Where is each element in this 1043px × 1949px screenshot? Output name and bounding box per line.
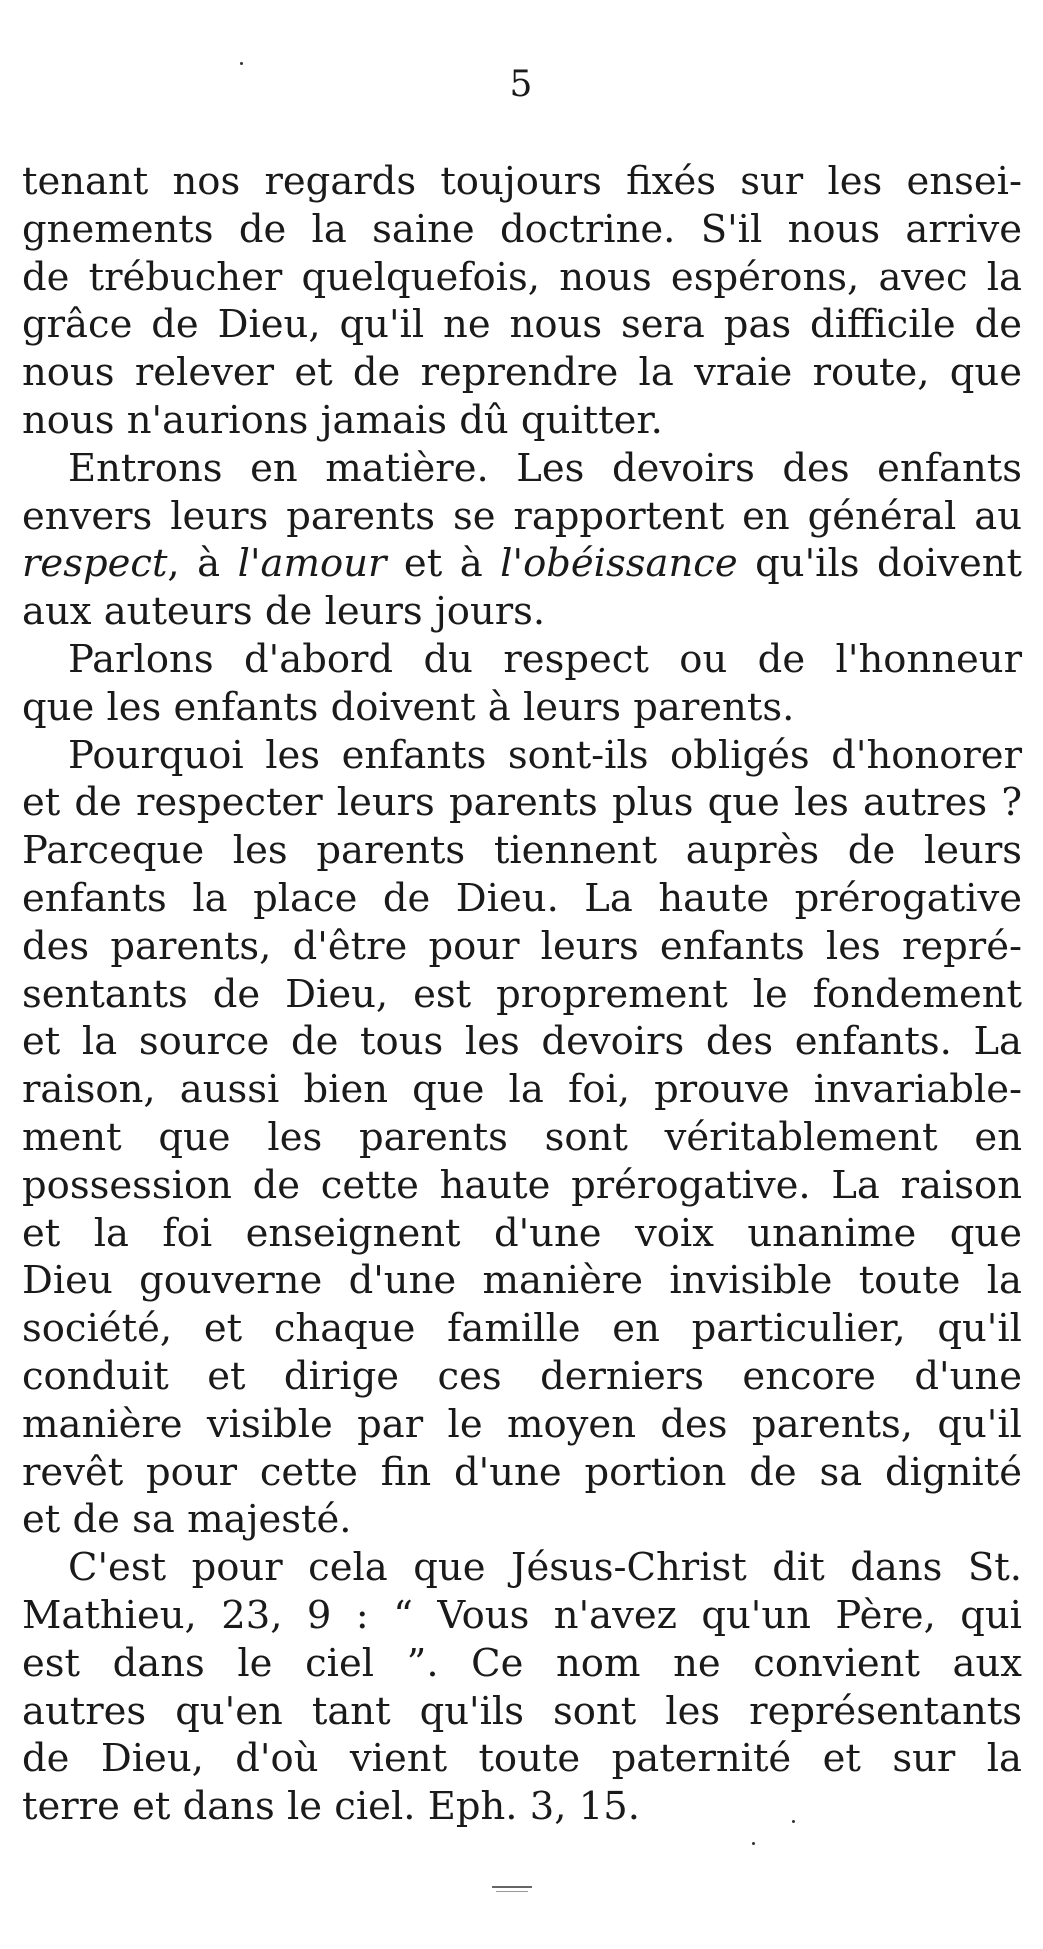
- italic-term: respect: [22, 541, 168, 587]
- text-line: et la foi enseignent d'une voix unanime que: [22, 1210, 1022, 1256]
- text-line: sentants de Dieu, est proprement le fondement: [22, 971, 1022, 1017]
- text-line: terre et dans le ciel. Eph. 3, 15.: [22, 1784, 640, 1830]
- text-run: qu'ils doivent: [737, 541, 1022, 587]
- text-line: ment que les parents sont véritablement en: [22, 1114, 1022, 1160]
- text-line: C'est pour cela que Jésus-Christ dit dans St.: [68, 1545, 1022, 1591]
- text-line: est dans le ciel ”. Ce nom ne convient aux: [22, 1640, 1022, 1686]
- text-line: de trébucher quelquefois, nous espérons, avec la: [22, 254, 1022, 300]
- text-line: tenant nos regards toujours fixés sur les ensei-: [22, 159, 1022, 204]
- text-line: et la source de tous les devoirs des enfants. La: [22, 1019, 1022, 1065]
- end-rule: [492, 1886, 532, 1888]
- text-line: que les enfants doivent à leurs parents.: [22, 684, 795, 730]
- page-number: 5: [509, 64, 534, 105]
- text-line: manière visible par le moyen des parents, qu'il: [22, 1401, 1022, 1447]
- text-line: gnements de la saine doctrine. S'il nous arrive: [22, 206, 1022, 252]
- text-line: autres qu'en tant qu'ils sont les représentants: [22, 1688, 1022, 1734]
- print-speck: [752, 1842, 755, 1845]
- body-text: [22, 158, 1022, 1831]
- text-line: enfants la place de Dieu. La haute prérogative: [22, 875, 1022, 921]
- text-line: des parents, d'être pour leurs enfants les repré-: [22, 923, 1022, 969]
- text-line: conduit et dirige ces derniers encore d'une: [22, 1353, 1022, 1399]
- text-run: , à: [167, 541, 238, 587]
- print-speck: [240, 62, 243, 65]
- text-line: et de sa majesté.: [22, 1497, 352, 1543]
- text-run: et à: [386, 541, 501, 587]
- text-line: société, et chaque famille en particulier, qu'il: [22, 1306, 1022, 1352]
- text-line: envers leurs parents se rapportent en général au: [22, 493, 1022, 539]
- text-line: [22, 540, 1022, 588]
- text-line: nous n'aurions jamais dû quitter.: [22, 397, 663, 443]
- italic-term: l'obéissance: [500, 541, 738, 587]
- text-line: Parlons d'abord du respect ou de l'honneur: [68, 636, 1022, 682]
- text-line: de Dieu, d'où vient toute paternité et sur la: [22, 1736, 1022, 1782]
- text-line: Entrons en matière. Les devoirs des enfants: [68, 445, 1022, 491]
- italic-term: l'amour: [237, 541, 387, 587]
- text-line: revêt pour cette fin d'une portion de sa dignité: [22, 1449, 1022, 1495]
- text-line: raison, aussi bien que la foi, prouve invariable-: [22, 1067, 1022, 1113]
- text-line: Pourquoi les enfants sont-ils obligés d'honorer: [68, 732, 1022, 778]
- text-line: Parceque les parents tiennent auprès de leurs: [22, 828, 1022, 874]
- text-line: grâce de Dieu, qu'il ne nous sera pas difficile de: [22, 302, 1022, 348]
- text-line: nous relever et de reprendre la vraie route, que: [22, 350, 1022, 396]
- text-line: aux auteurs de leurs jours.: [22, 589, 546, 635]
- text-line: Dieu gouverne d'une manière invisible toute la: [22, 1258, 1022, 1304]
- text-line: possession de cette haute prérogative. La raison: [22, 1162, 1022, 1208]
- text-line: et de respecter leurs parents plus que les autres ?: [22, 780, 1022, 826]
- text-line: Mathieu, 23, 9 : “ Vous n'avez qu'un Père, qui: [22, 1592, 1022, 1638]
- print-speck: [792, 1820, 795, 1823]
